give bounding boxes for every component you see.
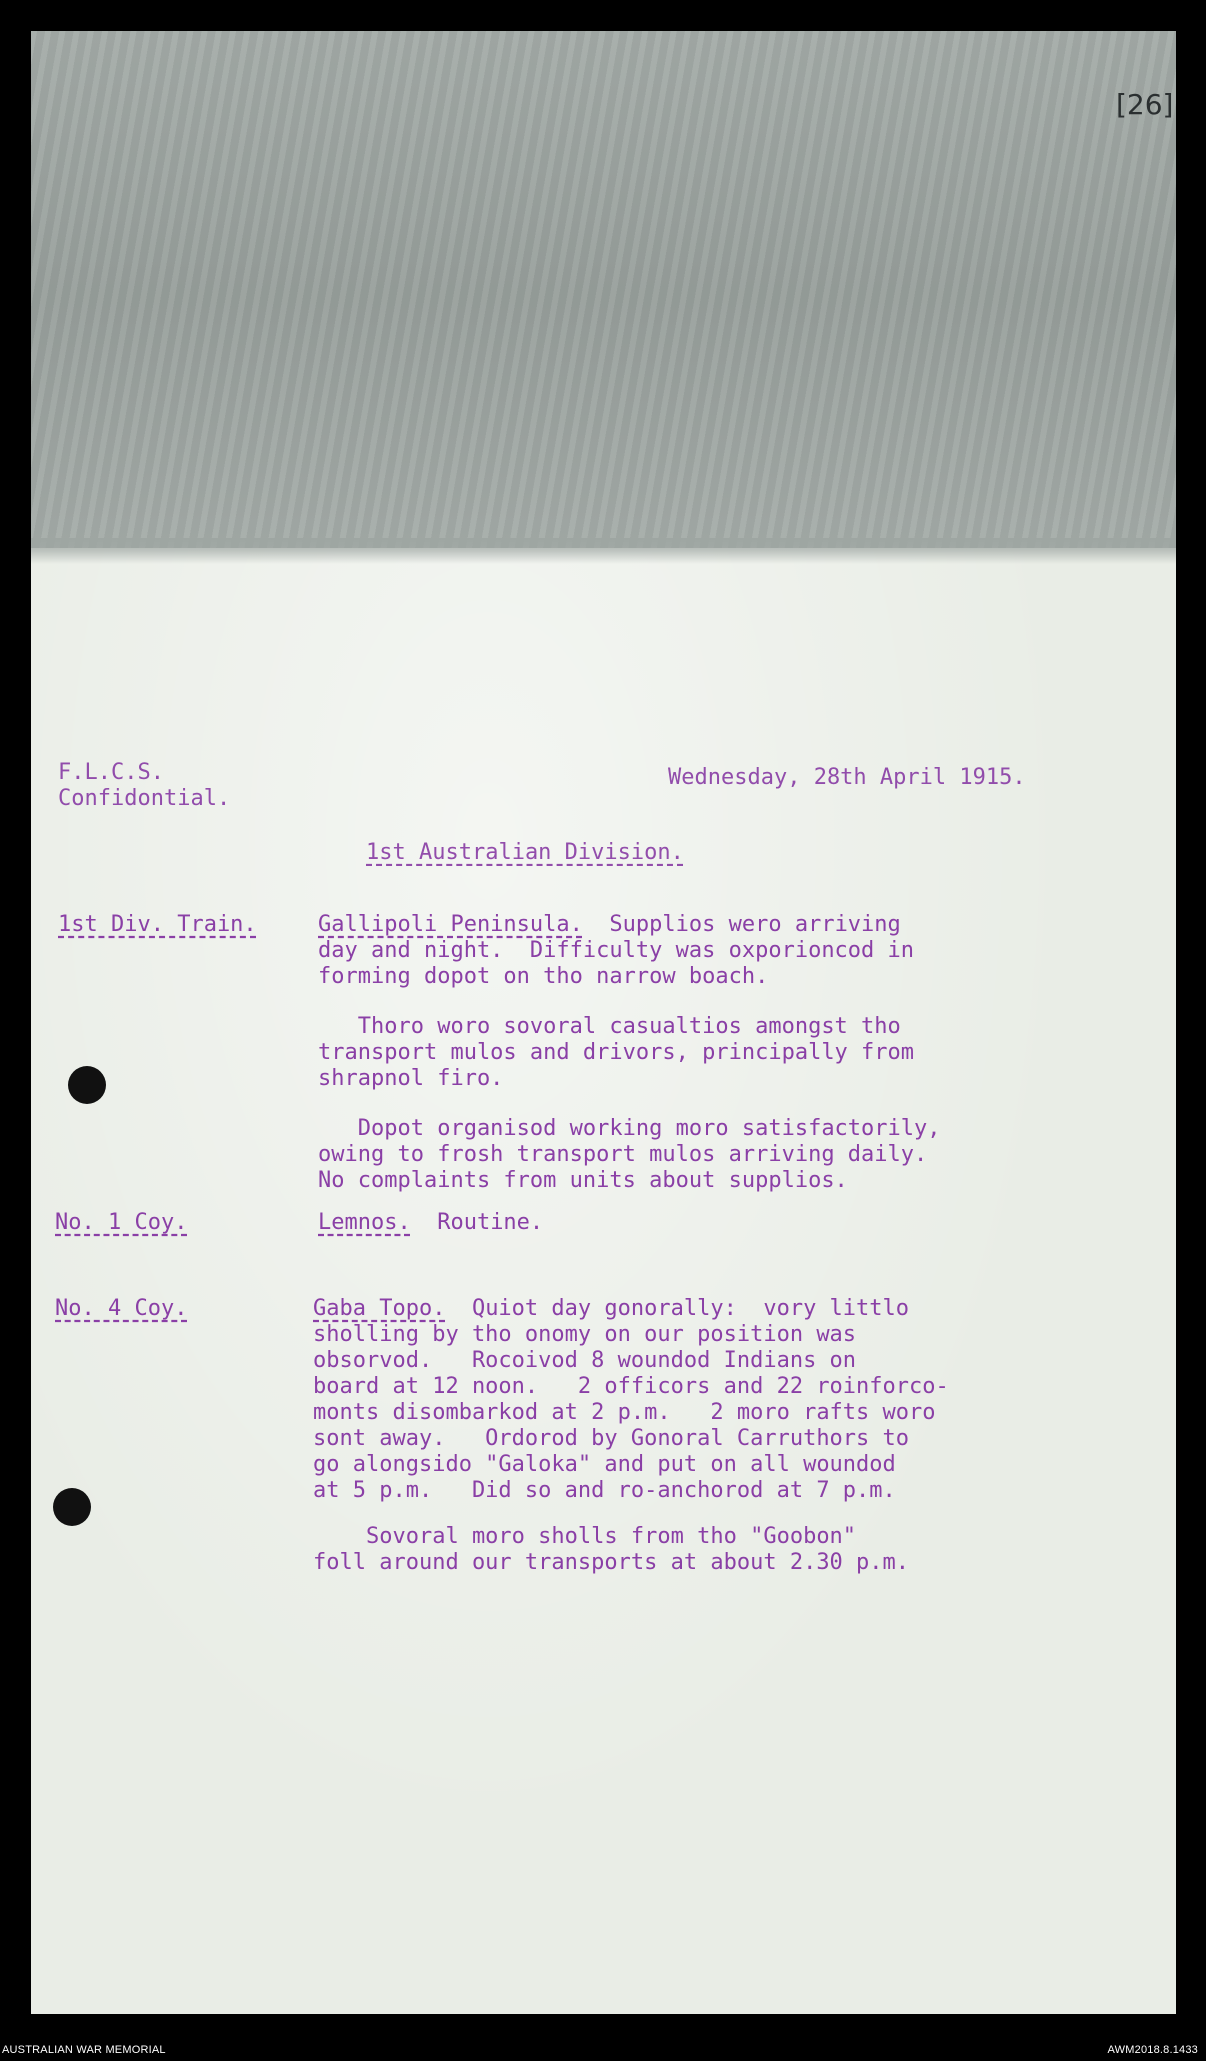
paragraph [318, 912, 1038, 990]
division-title: 1st Australian Division. [366, 840, 684, 865]
header-left: F.L.C.S. Confidontial. [58, 760, 231, 811]
paragraph-text: Sovoral moro sholls from tho "Goobon" foll around our transports at about 2.30 p.m. [313, 1524, 910, 1575]
section-label-coy-4: No. 4 Coy. [55, 1296, 188, 1321]
section-label-coy-1: No. 1 Coy. [55, 1210, 188, 1235]
tissue-overlay [31, 31, 1176, 563]
paragraph-lead: Gaba Topo. [313, 1296, 446, 1321]
folio-number: [26] [1116, 88, 1174, 121]
paragraph [318, 1116, 1038, 1194]
paragraph-text: Dopot organisod working moro satisfactorily, owing to frosh transport mulos arriving daily. No complaints from units about supplios. [318, 1116, 941, 1193]
paragraph-text: Supplios wero arriving day and night. Difficulty was oxporioncod in forming dopot on tho narrow boach. [318, 912, 915, 989]
header-date: Wednesday, 28th April 1915. [668, 765, 1026, 790]
paragraph [313, 1296, 1033, 1504]
punch-hole [68, 1066, 106, 1104]
paragraph-lead: Lemnos. [318, 1210, 411, 1235]
punch-hole [53, 1488, 91, 1526]
tissue-edge [31, 538, 1176, 564]
footer-credit: AUSTRALIAN WAR MEMORIAL [2, 2044, 166, 2056]
section-label-div-train: 1st Div. Train. [58, 912, 257, 937]
footer-accession: AWM2018.8.1433 [1107, 2044, 1198, 2056]
paragraph-text: Thoro woro sovoral casualtios amongst tho transport mulos and drivors, principally from shrapnol firo. [318, 1014, 915, 1091]
paragraph [318, 1014, 1038, 1092]
paragraph-text: Quiot day gonorally: vory littlo sholling by tho onomy on our position was obsorvod. Rocoivod 8 woundod Indians on board at 12 noon. 2 officors and 22 roinforco- monts disombarkod at 2 p.m. 2 moro rafts woro sont away. Ordorod by Gonoral Carruthors to go alongsido "Galoka" and put on all woundod at 5 p.m. Did so and ro-anchorod at 7 p.m. [313, 1296, 949, 1503]
paragraph-lead: Gallipoli Peninsula. [318, 912, 583, 937]
paragraph-text: Routine. [410, 1210, 544, 1235]
paragraph [318, 1210, 1038, 1236]
paragraph [313, 1524, 1033, 1576]
